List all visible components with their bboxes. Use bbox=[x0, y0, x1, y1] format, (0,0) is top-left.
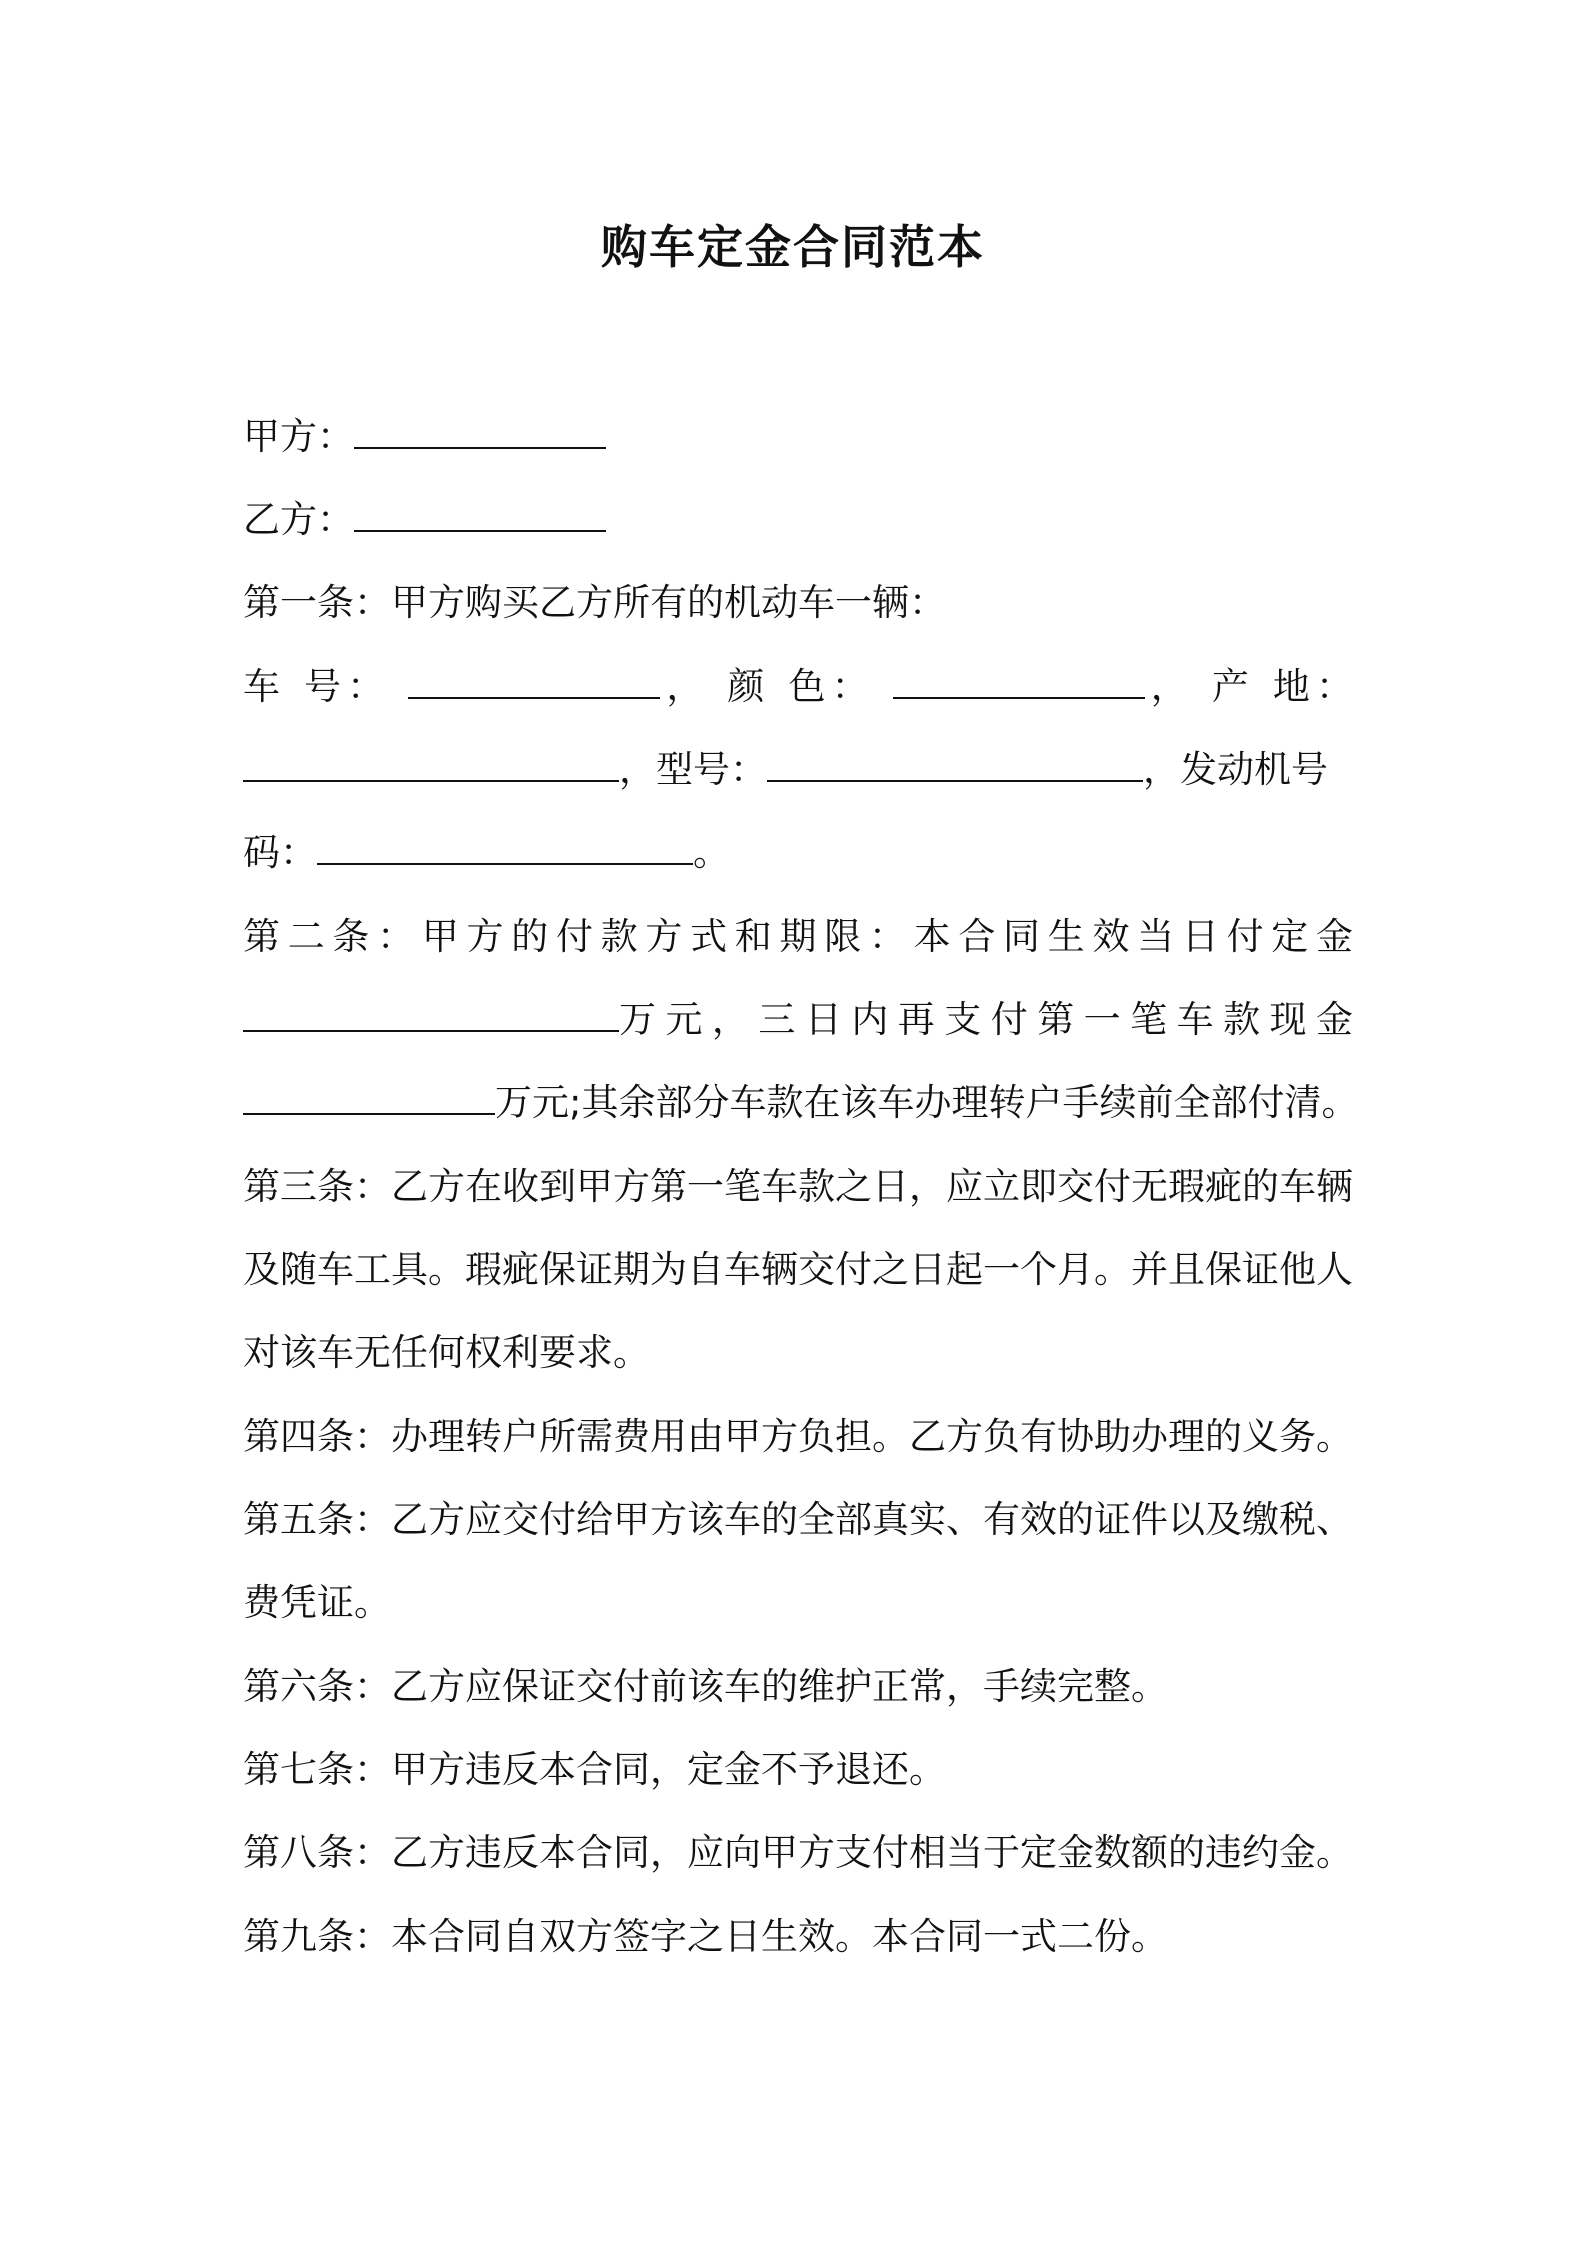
article-2-text-3: 万元;其余部分车款在该车办理转户手续前全部付清。 bbox=[495, 1081, 1359, 1124]
party-b-blank[interactable] bbox=[354, 504, 606, 532]
article-1-heading: 第一条：甲方购买乙方所有的机动车一辆： bbox=[243, 581, 946, 624]
article-2-line-1: 第二条：甲方的付款方式和期限：本合同生效当日付定金 bbox=[243, 915, 1353, 958]
article-1-engine-line bbox=[243, 823, 730, 883]
engine-label-cont: 码： bbox=[243, 831, 317, 874]
article-1-model-line bbox=[243, 740, 1328, 800]
article-3-line-3: 对该车无任何权利要求。 bbox=[243, 1331, 650, 1374]
article-7: 第七条：甲方违反本合同，定金不予退还。 bbox=[243, 1748, 946, 1791]
party-b-line bbox=[243, 490, 606, 550]
party-a-blank[interactable] bbox=[354, 421, 606, 449]
origin-blank[interactable] bbox=[243, 754, 619, 782]
origin-label: 产 地： bbox=[1211, 665, 1354, 708]
end-mark: 。 bbox=[693, 831, 730, 874]
article-4: 第四条：办理转户所需费用由甲方负担。乙方负有协助办理的义务。 bbox=[243, 1415, 1353, 1458]
article-1-vehicle-line bbox=[243, 657, 1353, 717]
car-number-label: 车 号： bbox=[243, 665, 391, 708]
engine-number-blank[interactable] bbox=[317, 837, 693, 865]
separator: ， bbox=[1144, 665, 1194, 708]
article-8: 第八条：乙方违反本合同，应向甲方支付相当于定金数额的违约金。 bbox=[243, 1831, 1353, 1874]
car-number-blank[interactable] bbox=[408, 671, 660, 699]
separator: ， bbox=[660, 665, 710, 708]
model-label: 型号： bbox=[656, 748, 767, 791]
article-3-line-1: 第三条：乙方在收到甲方第一笔车款之日，应立即交付无瑕疵的车辆 bbox=[243, 1165, 1353, 1208]
deposit-amount-blank[interactable] bbox=[243, 1004, 619, 1032]
separator: ， bbox=[1143, 748, 1180, 791]
article-5-line-2: 费凭证。 bbox=[243, 1581, 391, 1624]
color-label: 颜 色： bbox=[727, 665, 875, 708]
article-9: 第九条：本合同自双方签字之日生效。本合同一式二份。 bbox=[243, 1915, 1168, 1958]
article-5-line-1: 第五条：乙方应交付给甲方该车的全部真实、有效的证件以及缴税、 bbox=[243, 1498, 1353, 1541]
party-a-line bbox=[243, 407, 606, 467]
engine-label: 发动机号 bbox=[1180, 748, 1328, 791]
article-2-line-2 bbox=[243, 990, 1353, 1050]
model-blank[interactable] bbox=[767, 754, 1143, 782]
party-a-label: 甲方： bbox=[243, 415, 354, 458]
color-blank[interactable] bbox=[893, 671, 1145, 699]
separator: ， bbox=[619, 748, 656, 791]
first-payment-blank[interactable] bbox=[243, 1087, 495, 1115]
article-2-text-2: 万元，三日内再支付第一笔车款现金 bbox=[619, 998, 1353, 1041]
article-3-line-2: 及随车工具。瑕疵保证期为自车辆交付之日起一个月。并且保证他人 bbox=[243, 1248, 1353, 1291]
document-title: 购车定金合同范本 bbox=[601, 220, 985, 274]
party-b-label: 乙方： bbox=[243, 498, 354, 541]
article-2-line-3 bbox=[243, 1073, 1358, 1133]
article-6: 第六条：乙方应保证交付前该车的维护正常，手续完整。 bbox=[243, 1665, 1168, 1708]
